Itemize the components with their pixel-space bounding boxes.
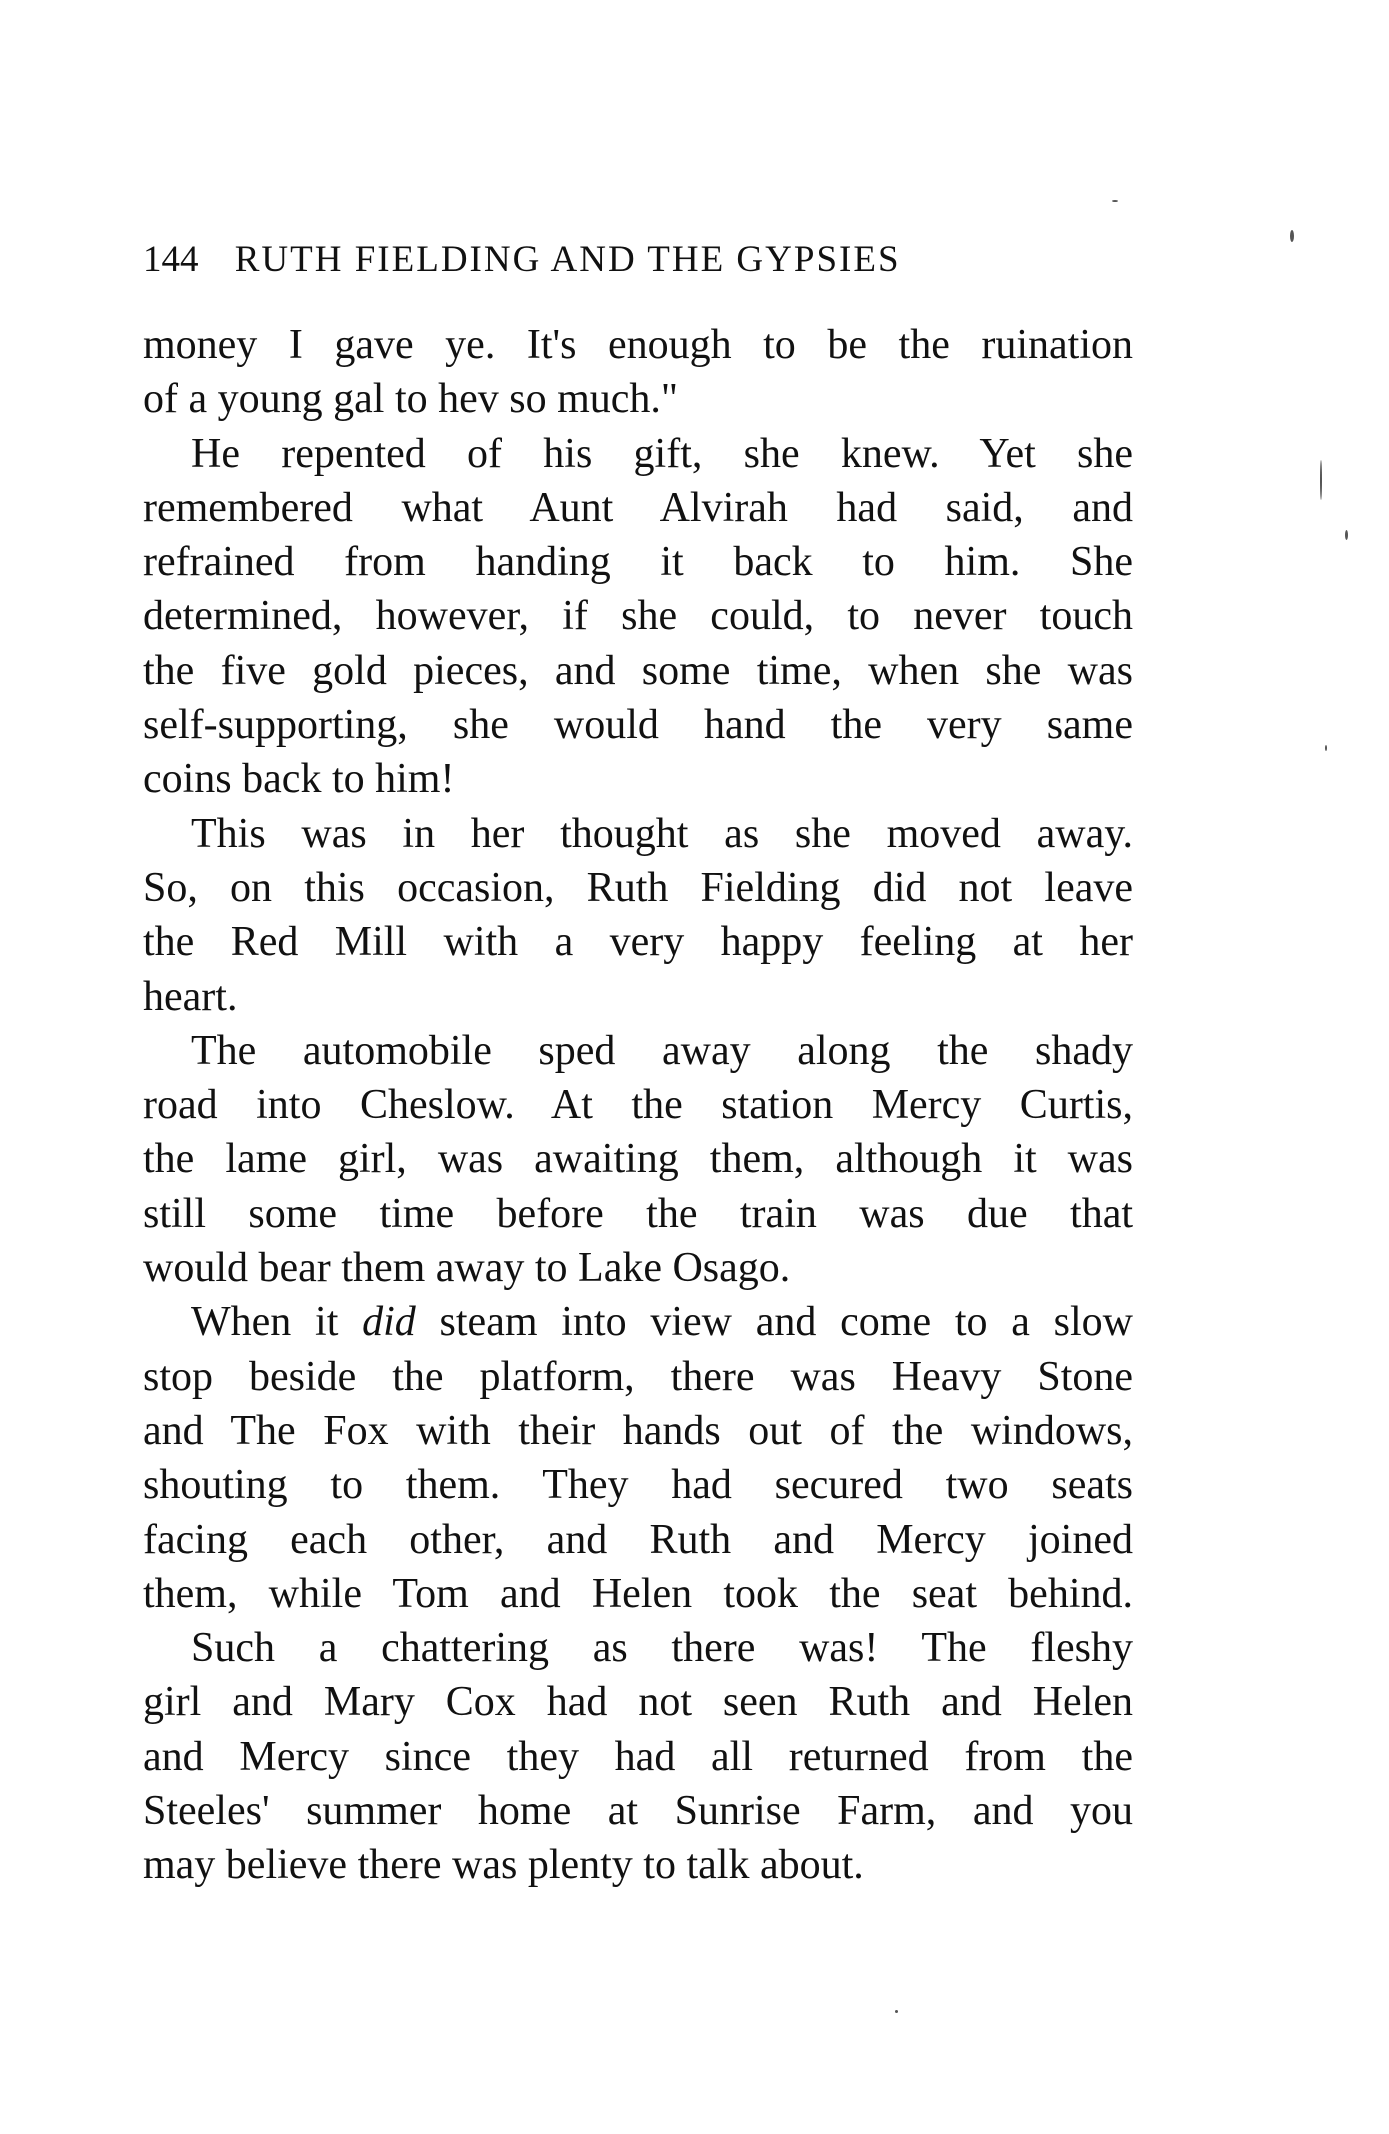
paragraph-start-line: He repented of his gift, she knew. Yet she xyxy=(191,430,1133,477)
paragraph-start-line: The automobile sped away along the shady xyxy=(191,1027,1133,1074)
text-line: and Mercy since they had all returned from the xyxy=(143,1733,1133,1780)
scan-speck xyxy=(1325,745,1327,751)
text-line: may believe there was plenty to talk about. xyxy=(143,1842,864,1889)
paragraph-start-line: Such a chattering as there was! The fleshy xyxy=(191,1625,1133,1672)
paragraph-start-line: This was in her thought as she moved away. xyxy=(191,810,1133,857)
text-line: heart. xyxy=(143,973,238,1020)
text-line: So, on this occasion, Ruth Fielding did not leave xyxy=(143,864,1133,911)
text-line: road into Cheslow. At the station Mercy Curtis, xyxy=(143,1082,1133,1129)
text-line: the Red Mill with a very happy feeling at her xyxy=(143,919,1133,966)
text-line: refrained from handing it back to him. She xyxy=(143,539,1133,586)
running-title: RUTH FIELDING AND THE GYPSIES xyxy=(234,239,901,280)
text-line: determined, however, if she could, to never touch xyxy=(143,593,1133,640)
text-line: shouting to them. They had secured two seats xyxy=(143,1462,1133,1509)
text-line: self-supporting, she would hand the very same xyxy=(143,702,1133,749)
paragraph-start-line: When it did steam into view and come to a slow xyxy=(191,1299,1133,1346)
text-line: coins back to him! xyxy=(143,756,455,803)
text-line: of a young gal to hev so much." xyxy=(143,376,679,423)
text-line: still some time before the train was due that xyxy=(143,1190,1133,1237)
scan-speck xyxy=(1320,460,1322,500)
scan-speck xyxy=(895,2010,898,2013)
text-line: them, while Tom and Helen took the seat behind. xyxy=(143,1570,1133,1617)
text-line: and The Fox with their hands out of the windows, xyxy=(143,1407,1133,1454)
text-line: money I gave ye. It's enough to be the ruination xyxy=(143,322,1133,368)
scan-speck xyxy=(1345,530,1348,540)
text-line: stop beside the platform, there was Heavy Stone xyxy=(143,1353,1133,1400)
text-line: the lame girl, was awaiting them, although it was xyxy=(143,1136,1133,1183)
body-text xyxy=(143,318,1133,1893)
text-line: the five gold pieces, and some time, when she was xyxy=(143,647,1133,694)
text-line: Steeles' summer home at Sunrise Farm, and you xyxy=(143,1788,1133,1835)
text-line: girl and Mary Cox had not seen Ruth and Helen xyxy=(143,1679,1133,1726)
text-line: remembered what Aunt Alvirah had said, and xyxy=(143,484,1133,531)
running-head xyxy=(143,238,1133,288)
text-line: would bear them away to Lake Osago. xyxy=(143,1245,791,1292)
emphasis: did xyxy=(362,1299,416,1346)
text-line: facing each other, and Ruth and Mercy joined xyxy=(143,1516,1133,1563)
page-number: 144 xyxy=(143,239,199,280)
scan-speck xyxy=(1112,200,1118,202)
scan-speck xyxy=(1290,230,1294,242)
